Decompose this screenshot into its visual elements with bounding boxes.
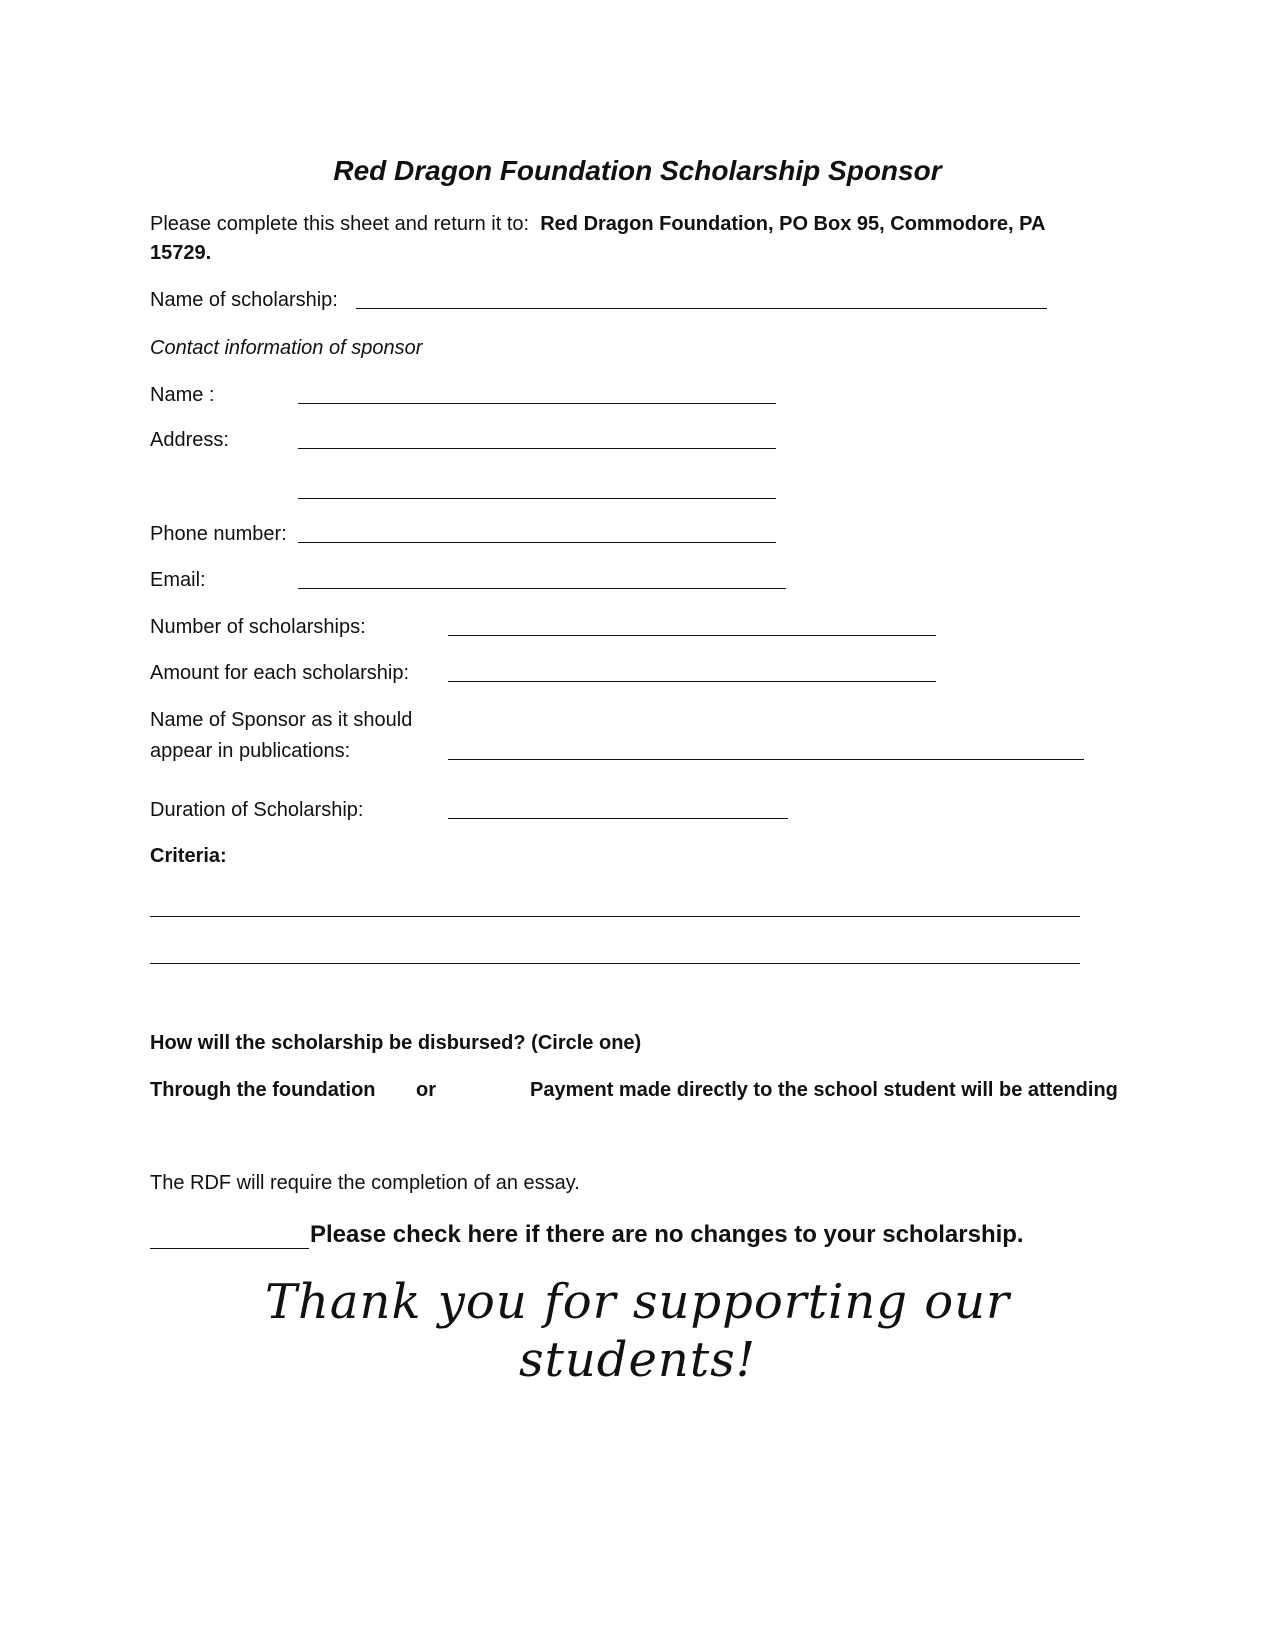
amount-label: Amount for each scholarship: bbox=[150, 662, 410, 684]
address-label: Address: bbox=[150, 429, 229, 451]
no-changes-checkbox-line[interactable] bbox=[150, 1248, 309, 1249]
scholarship-name-field[interactable] bbox=[356, 308, 1047, 309]
number-field[interactable] bbox=[448, 635, 936, 636]
sponsor-name-label-2: appear in publications: bbox=[150, 740, 351, 762]
intro-instruction: Please complete this sheet and return it to: bbox=[150, 213, 530, 235]
criteria-label: Criteria: bbox=[150, 845, 227, 867]
phone-label: Phone number: bbox=[150, 523, 287, 545]
name-label: Name : bbox=[150, 384, 215, 406]
page-title: Red Dragon Foundation Scholarship Sponsor bbox=[333, 155, 942, 186]
criteria-field-2[interactable] bbox=[150, 963, 1080, 964]
email-label: Email: bbox=[150, 569, 206, 591]
thank-you-line-1: Thank you for supporting our bbox=[265, 1274, 1010, 1330]
number-label: Number of scholarships: bbox=[150, 616, 366, 638]
intro-text bbox=[150, 212, 1045, 236]
scholarship-name-label: Name of scholarship: bbox=[150, 289, 338, 311]
option-direct-payment[interactable]: Payment made directly to the school student will be attending bbox=[530, 1079, 1118, 1101]
email-field[interactable] bbox=[298, 588, 786, 589]
duration-field[interactable] bbox=[448, 818, 788, 819]
option-through-foundation[interactable]: Through the foundation bbox=[150, 1079, 376, 1101]
thank-you-line-2: students! bbox=[518, 1332, 757, 1388]
disbursement-question: How will the scholarship be disbursed? (Circle one) bbox=[150, 1032, 642, 1054]
no-changes-note: Please check here if there are no changes to your scholarship. bbox=[310, 1221, 1024, 1248]
or-text: or bbox=[416, 1079, 436, 1101]
criteria-field-1[interactable] bbox=[150, 916, 1080, 917]
name-field[interactable] bbox=[298, 403, 776, 404]
address-field-1[interactable] bbox=[298, 448, 776, 449]
contact-heading: Contact information of sponsor bbox=[150, 337, 423, 359]
duration-label: Duration of Scholarship: bbox=[150, 799, 364, 821]
amount-field[interactable] bbox=[448, 681, 936, 682]
essay-note: The RDF will require the completion of an essay. bbox=[150, 1172, 580, 1194]
intro-zip: 15729. bbox=[150, 242, 212, 264]
address-field-2[interactable] bbox=[298, 498, 776, 499]
sponsor-name-field[interactable] bbox=[448, 759, 1084, 760]
phone-field[interactable] bbox=[298, 542, 776, 543]
sponsor-name-label-1: Name of Sponsor as it should bbox=[150, 709, 413, 731]
intro-address: Red Dragon Foundation, PO Box 95, Commodore, PA bbox=[540, 213, 1046, 235]
